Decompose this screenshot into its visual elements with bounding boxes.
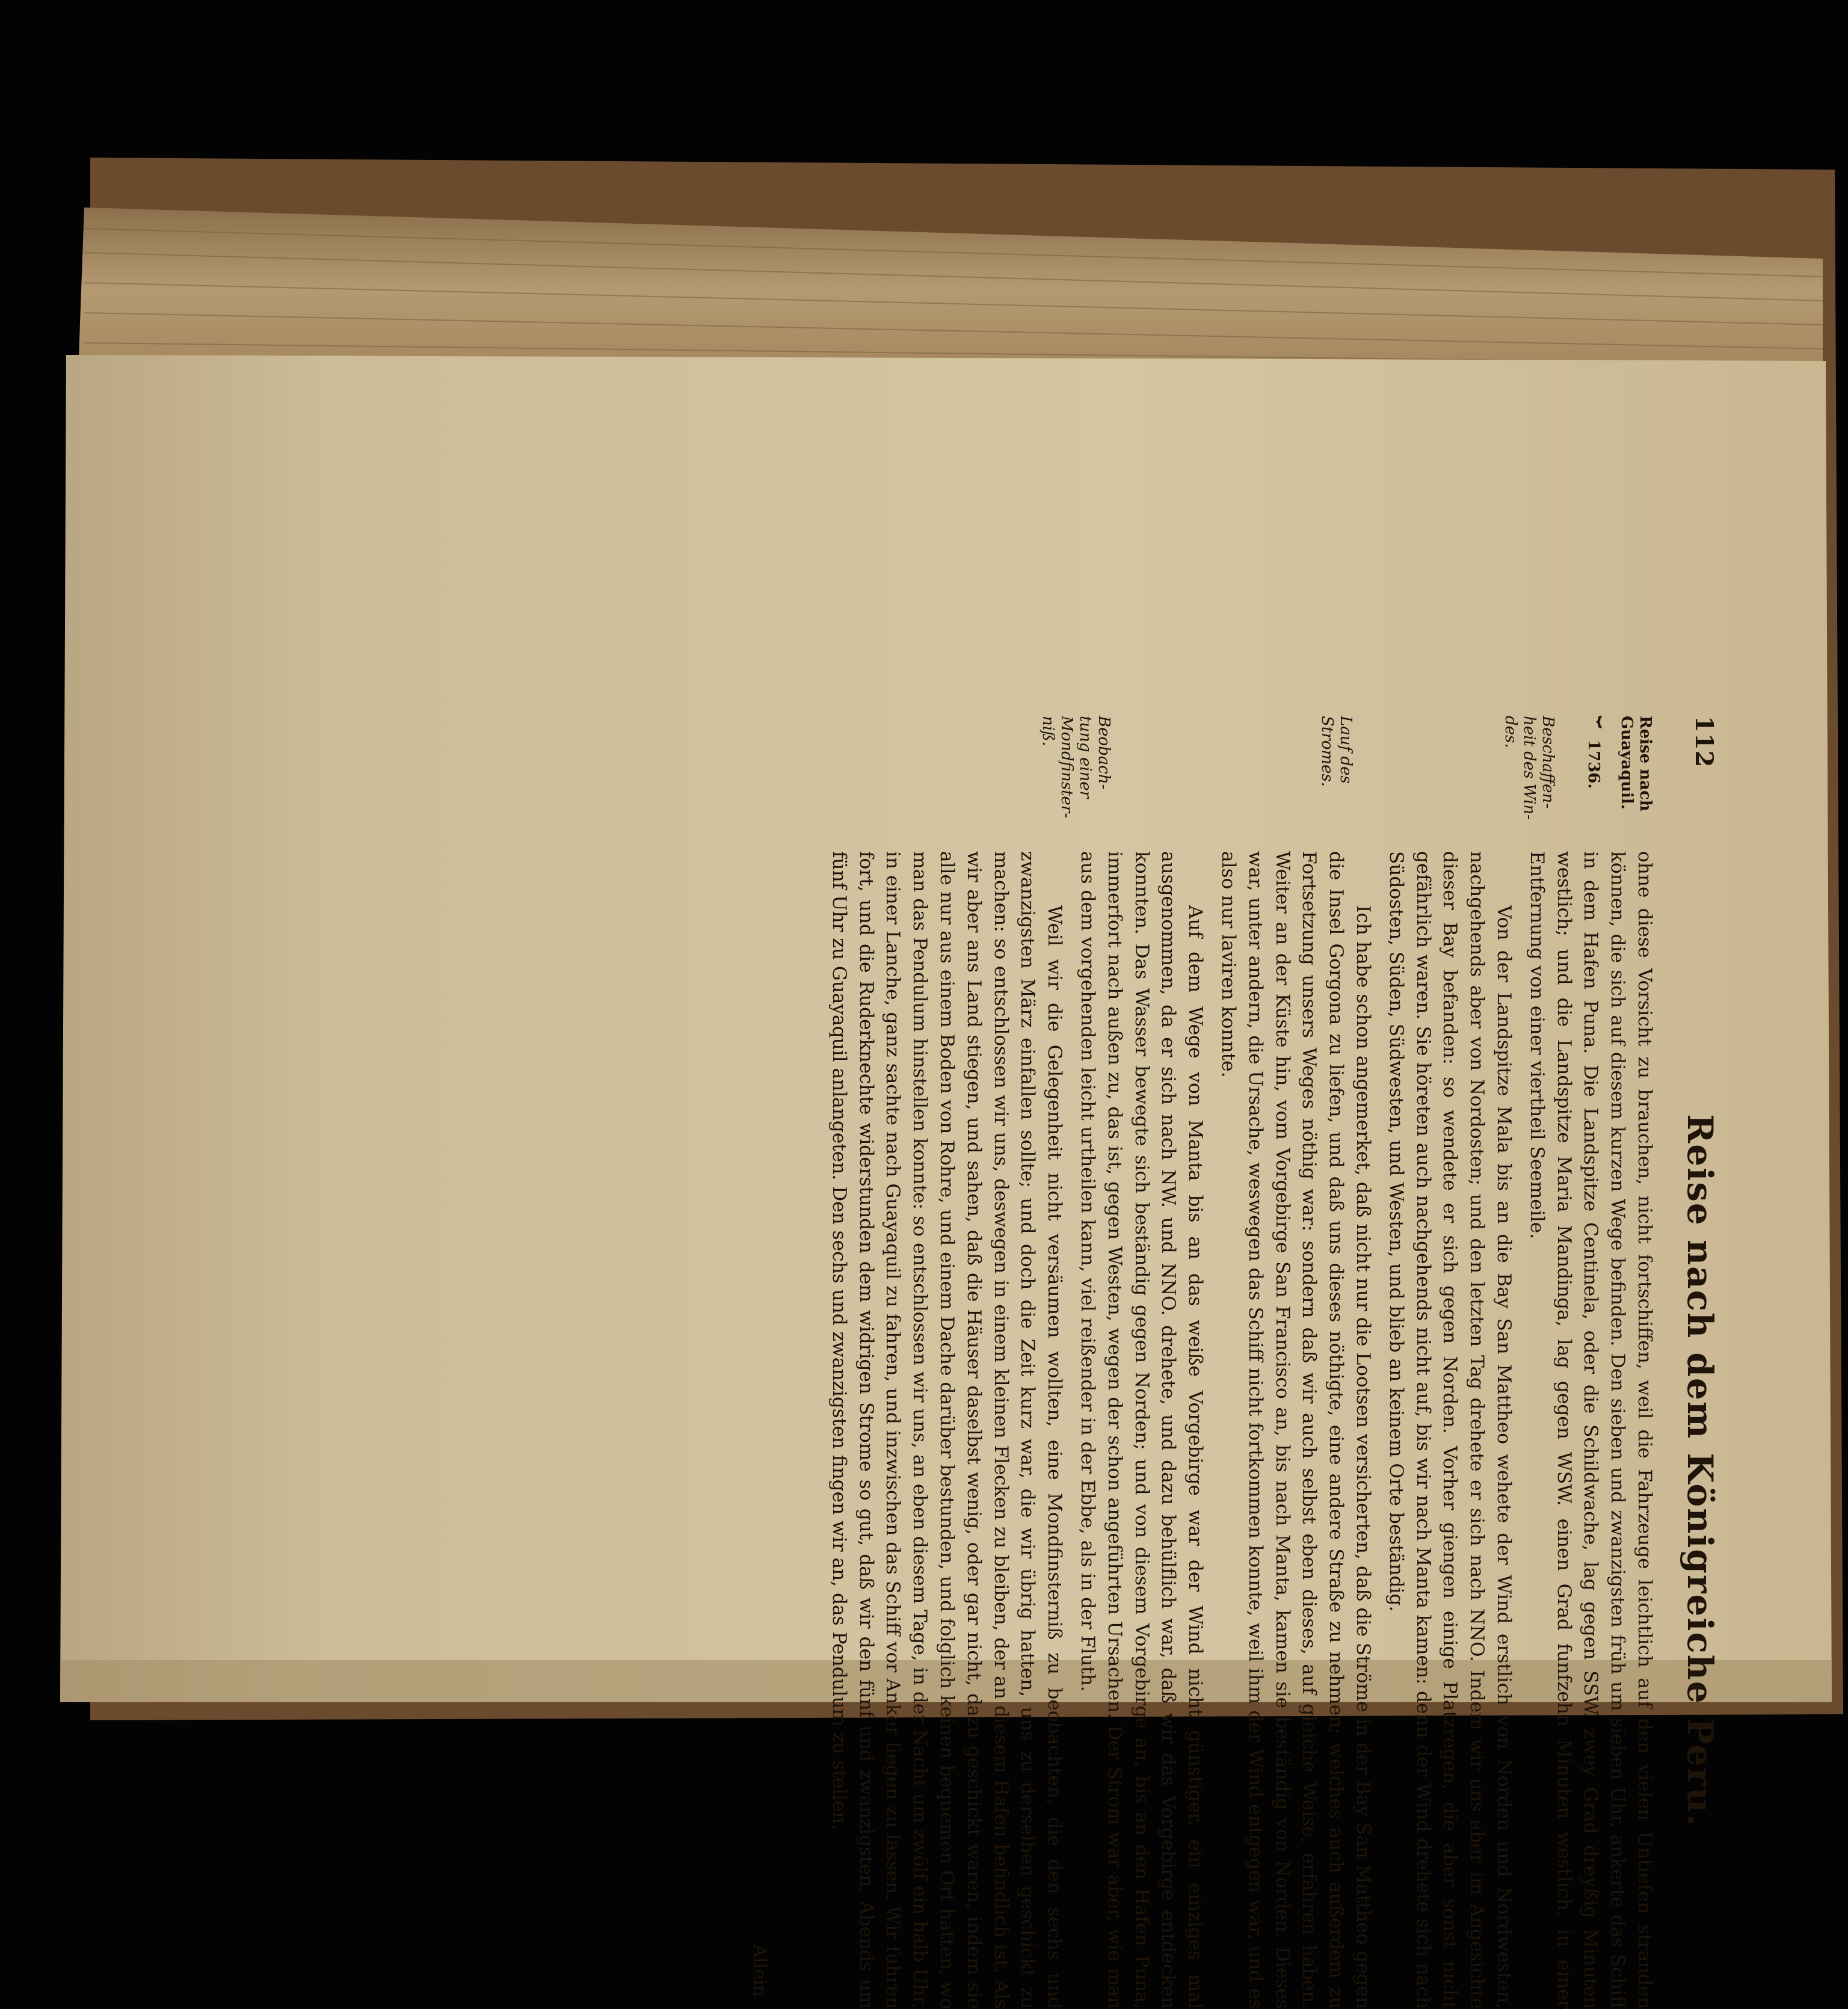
brace-icon: ⏟ (1598, 716, 1622, 728)
margin-line: Reise nach (1636, 716, 1654, 811)
margin-note-year (1584, 716, 1654, 830)
catchword: Allein (749, 1944, 770, 1997)
margin-note-wind (1501, 716, 1557, 830)
margin-line: Guayaquil. (1618, 716, 1636, 810)
running-title: Reise nach dem Königreiche Peru. (1680, 1114, 1720, 1827)
margin-line: heit des Win- (1520, 716, 1538, 820)
margin-line: Beobach- (1095, 716, 1113, 790)
margin-note-current (1317, 716, 1355, 830)
paragraph: Von der Landspitze Mala bis an die Bay San Mattheo wehete der Wind erstlich von Norden und Nordwesten, nachgehends aber von Nordosten; und den letzten Tag drehete er sich nach NNO. Indem wir uns aber im Angesichte dieser Bay befanden: so wendete er sich gegen Norden. Vorher giengen einige Platzregen, die aber sonst nicht gefährlich waren. Sie höreten auch nachgehends nicht auf, bis wir nach Manta kamen: denn der Wind drehete sich nach Südosten, Süden, Südwesten, und Westen, und blieb an keinem Orte beständig. (1385, 851, 1515, 2009)
margin-line: Beschaffen- (1539, 716, 1557, 808)
page-number: 112 (1690, 716, 1718, 768)
running-head (1666, 716, 1720, 2009)
paragraph: Ich habe schon angemerket, daß nicht nur die Lootsen versicherten, daß die Ströme in der Bay San Mattheo gegen die Insel Gorgona zu liefen, und daß uns dieses nöthigte, eine andere Straße zu nehmen; welches auch außerdem zu Fortsetzung unsers Weges nöthig war: sondern daß wir auch selbst eben dieses, auf gleiche Weise, erfahren haben. Weiter an der Küste hin, vom Vorgebirge San Francisco an, bis nach Manta, kamen sie beständig von Norden. Dieses war, unter andern, die Ursache, weswegen das Schiff nicht fortkommen konnte, weil ihm der Wind entgegen war, und es also nur laviren konnte. (1218, 851, 1375, 2009)
margin-line: niß. (1039, 716, 1057, 746)
paragraph: Auf dem Wege von Manta bis an das weiße Vorgebirge war der Wind nicht günstiger, ein einziges mal ausgenommen, da er sich nach NW. und NNO. drehete, und dazu behülflich war, daß wir das Vorgebirge entdecken konnten. Das Wasser bewegte sich beständig gegen Norden; und von diesem Vorgebirge an, bis an den Hafen Puna, immerfort nach außen zu, das ist, gegen Westen, wegen der schon angeführten Ursachen. Der Strom war aber, wie man aus dem vorgehenden leicht urtheilen kann, viel reißender in der Ebbe, als in der Fluth. (1077, 851, 1207, 2009)
paragraph: ohne diese Vorsicht zu brauchen, nicht fortschiffen, weil die Fahrzeuge leichtlich auf den vielen Untiefen stranden können, die sich auf diesem kurzen Wege befinden. Den sieben und zwanzigsten früh um sieben Uhr, ankerte das Schiff in dem Hafen Puna. Die Landspitze Centinela, oder die Schildwache, lag gegen SSW. zwey Grad dreyßig Minuten westlich; und die Landspitze Maria Mandinga, lag gegen WSW. einen Grad funfzehn Minuten westlich, in einer Entfernung von einer viertheil Seemeile. (1526, 851, 1656, 2009)
paragraph: Weil wir die Gelegenheit nicht versäumen wollten, eine Mondfinsterniß zu beobachten, die den sechs und zwanzigsten März einfallen sollte; und doch die Zeit kurz war, die wir übrig hatten, uns zu derselben geschickt zu machen: so entschlossen wir uns, deswegen in einem kleinen Flecken zu bleiben, der an diesem Hafen befindlich ist. Als wir aber ans Land stiegen, und sahen, daß die Häuser daselbst wenig, oder gar nicht, dazu geschickt waren, indem sie alle nur aus einem Boden von Rohre, und einem Dache darüber bestunden, und folglich keinen bequemen Ort hatten, wo man das Pendulum hinstellen konnte: so entschlossen wir uns, an eben diesem Tage, in der Nacht um zwölf ein halb Uhr, in einer Lanche, ganz sachte nach Guayaquil zu fahren, und inzwischen das Schiff vor Anker liegen zu lassen. Wir fuhren fort, und die Ruderknechte widerstunden dem widrigen Strome so gut, daß wir den fünf und zwanzigsten, Abends um fünf Uhr zu Guayaquil anlangeten. Den sechs und zwanzigsten fingen wir an, das Pendulum zu stellen. (828, 851, 1066, 2009)
body-text (819, 851, 1658, 2009)
margin-line: Stromes. (1318, 716, 1336, 787)
margin-line: des. (1502, 716, 1520, 748)
margin-line: Lauf des (1337, 716, 1355, 784)
margin-note-eclipse (1038, 716, 1113, 830)
margin-line: 1736. (1585, 740, 1603, 789)
margin-line: Mondfinster- (1058, 716, 1076, 819)
margin-line: tung einer (1076, 716, 1094, 799)
page-text-block (734, 716, 1720, 2009)
